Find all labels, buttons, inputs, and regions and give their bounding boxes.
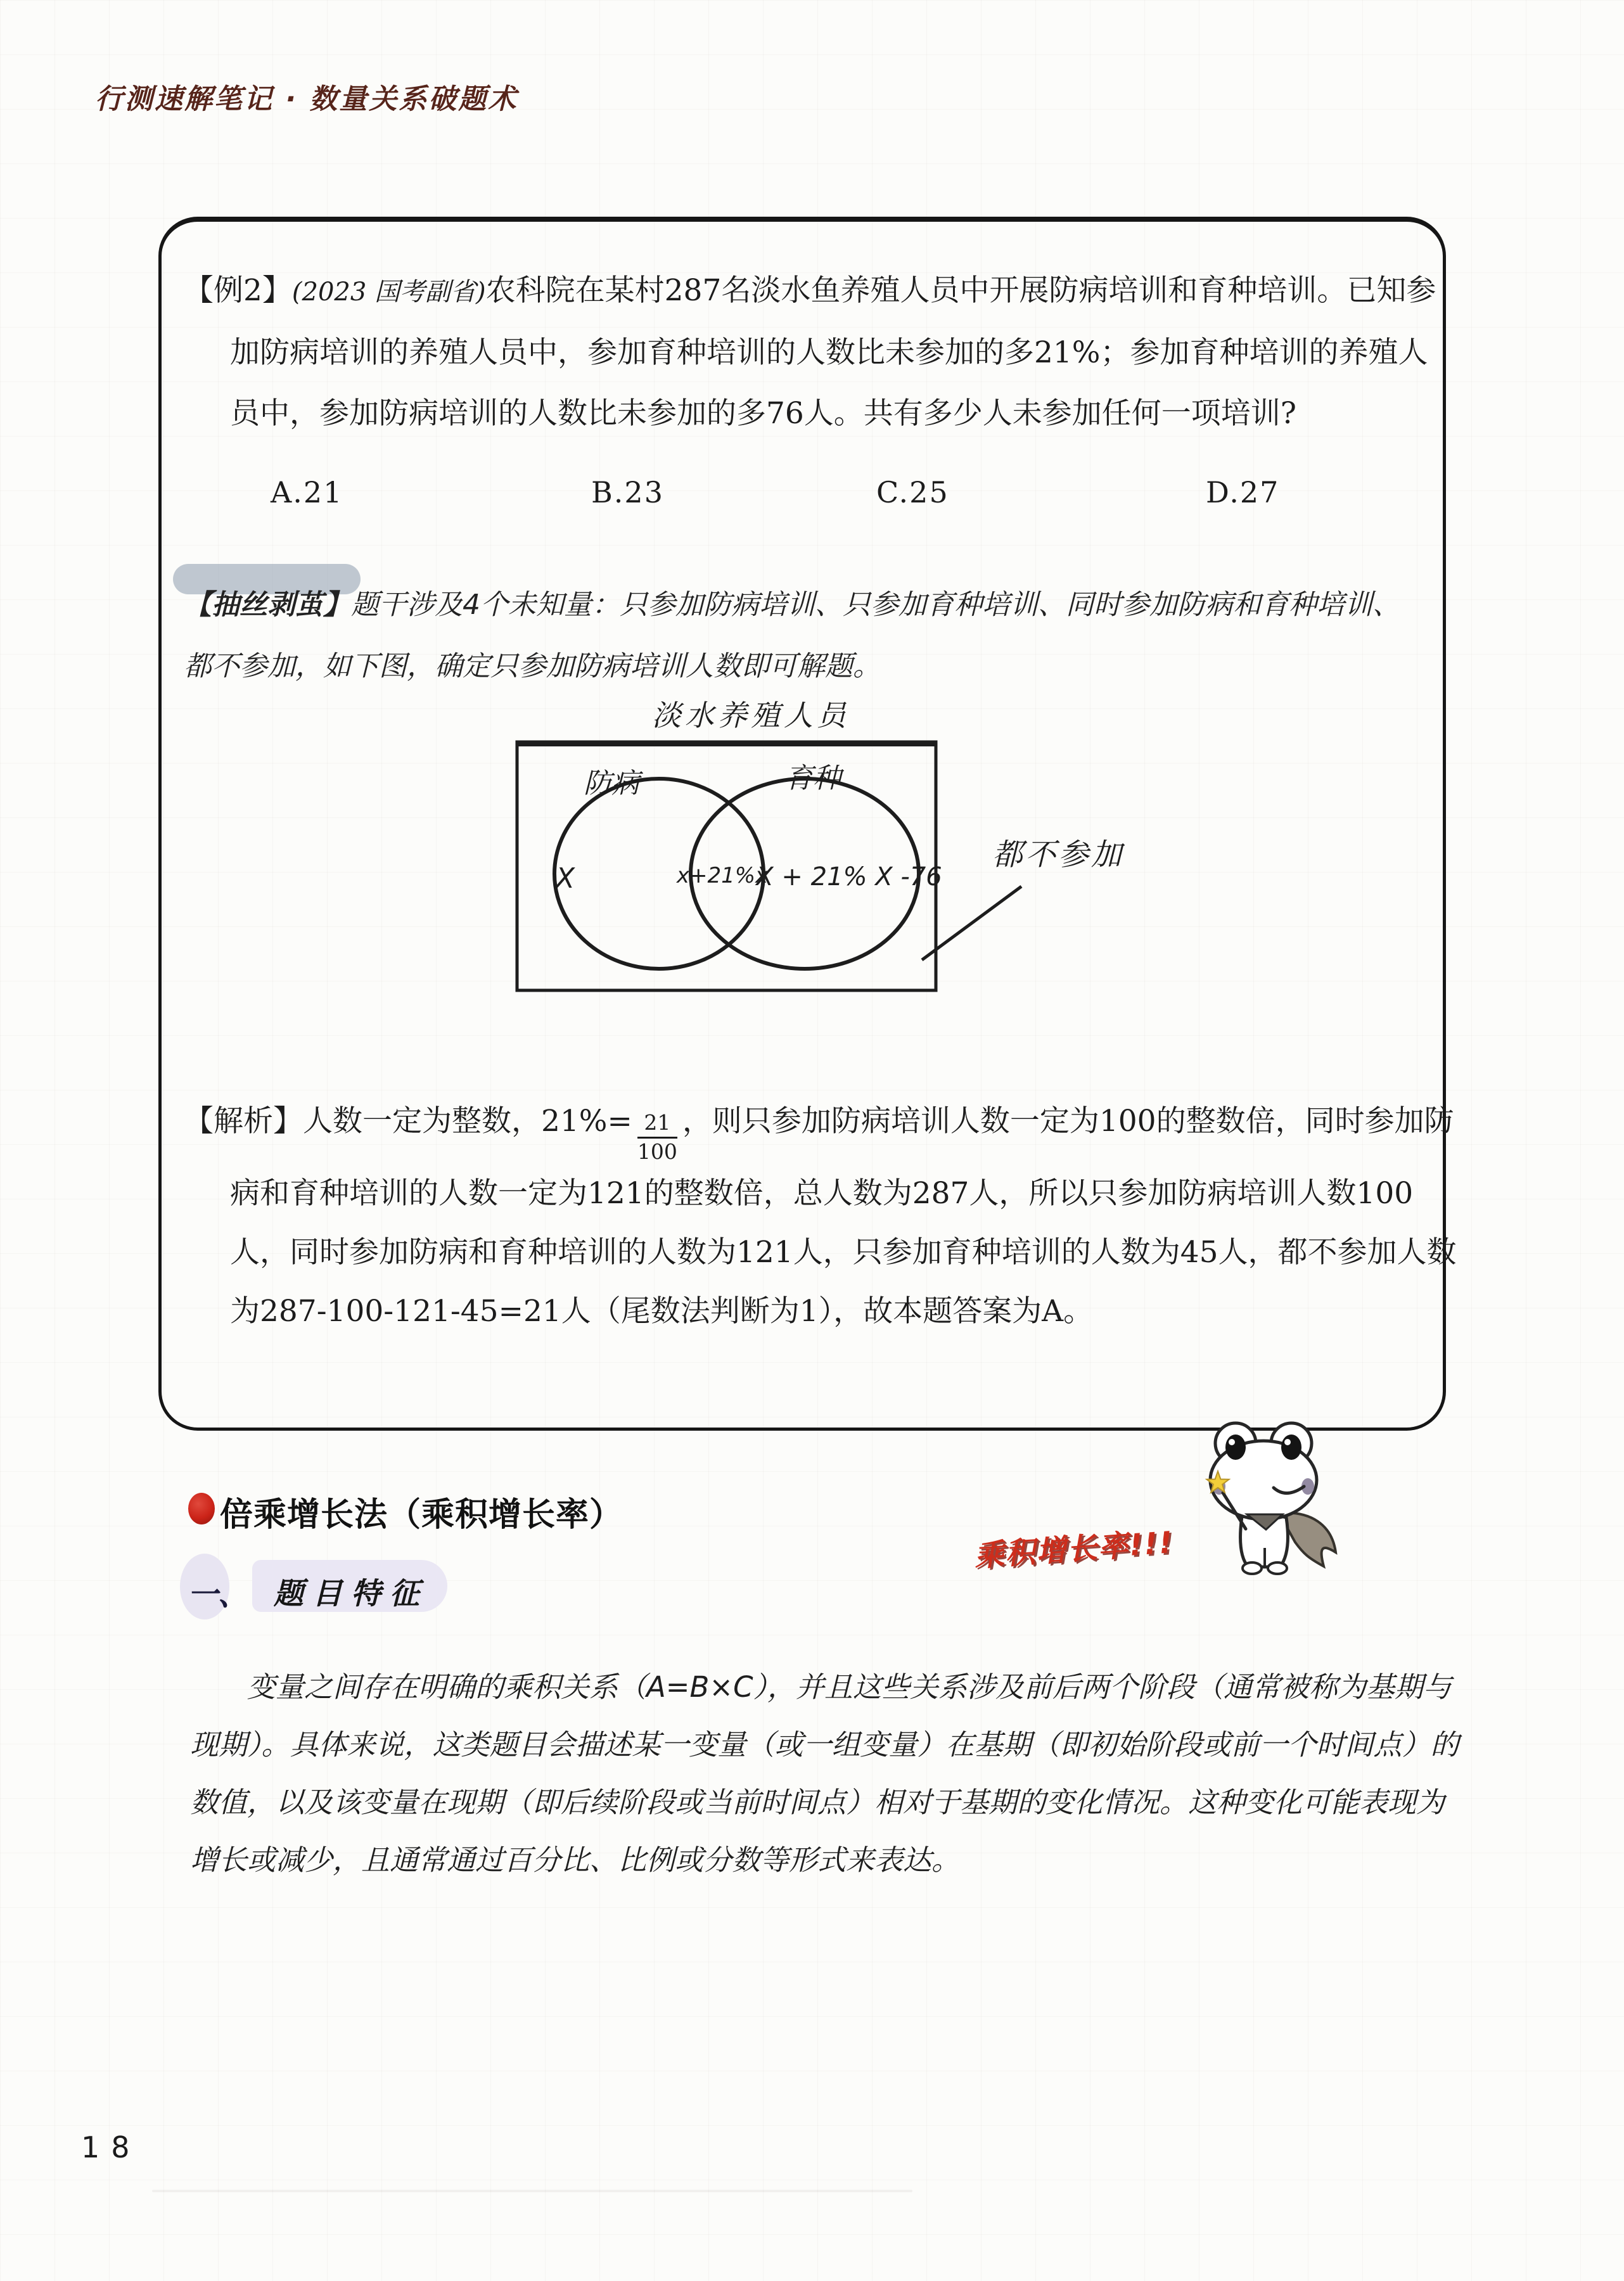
option-d: D.27	[1206, 475, 1280, 509]
option-a: A.21	[271, 475, 343, 509]
slogan-text: 乘积增长率!!!	[973, 1525, 1175, 1574]
analysis-label: 【抽丝剥茧】	[184, 589, 351, 621]
section-title: 倍乘增长法（乘积增长率）	[220, 1497, 623, 1533]
solution-paragraph	[184, 1092, 1462, 1341]
option-c: C.25	[876, 475, 949, 509]
section-bullet-icon	[188, 1493, 215, 1524]
solution-text-before: 人数一定为整数，21%=	[303, 1104, 632, 1139]
analysis-text: 题干涉及4个未知量：只参加防病培训、只参加育种培训、同时参加防病和育种培训、都不参加，如下图，确定只参加防病培训人数即可解题。	[184, 589, 1400, 682]
venn-left-only-value: X	[555, 862, 575, 895]
example-box	[158, 217, 1457, 1431]
solution-text-after: ，则只参加防病培训人数一定为100的整数倍，同时参加防病和育种培训的人数一定为121的整数倍，总人数为287人，所以只参加防病培训人数100人，同时参加防病和育种培训的人数为121人，只参加育种培训的人数为45人，都不参加人数为287-100-121-45=21人（尾数法判断为1），故本题答案为A。	[230, 1104, 1457, 1329]
frog-pupil-left	[1225, 1434, 1246, 1460]
example-label: 【例2】	[184, 273, 292, 308]
solution-label: 【解析】	[184, 1104, 303, 1139]
fraction-numerator: 21	[637, 1111, 677, 1139]
venn-title: 淡水养殖人员	[652, 698, 850, 732]
page-header: 行测速解笔记 · 数量关系破题术	[95, 83, 518, 115]
frog-eye-highlight-left	[1229, 1439, 1235, 1445]
question-text: 农科院在某村287名淡水鱼养殖人员中开展防病培训和育种培训。已知参加防病培训的养殖人员中，参加育种培训的人数比未参加的多21%；参加育种培训的养殖人员中，参加防病培训的人数比未参加的多76人。共有多少人未参加任何一项培训?	[230, 273, 1436, 431]
subsection-title: 题目特征	[274, 1576, 428, 1611]
page-number: 18	[81, 2130, 141, 2164]
section-body-paragraph: 变量之间存在明确的乘积关系（A=B×C），并且这些关系涉及前后两个阶段（通常被称为基期与现期）。具体来说，这类题目会描述某一变量（或一组变量）在基期（即初始阶段或前一个时间点）的数值，以及该变量在现期（即后续阶段或当前时间点）相对于基期的变化情况。这种变化可能表现为增长或减少，且通常通过百分比、比例或分数等形式来表达。	[190, 1670, 1459, 1877]
frog-foot-left	[1243, 1562, 1262, 1574]
frog-eye-highlight-right	[1284, 1439, 1291, 1445]
question-paragraph	[184, 260, 1456, 444]
subsection-index: 一、	[188, 1577, 249, 1613]
venn-overlap-value: x+21%x	[676, 863, 769, 888]
option-b: B.23	[591, 475, 664, 509]
frog-foot-right	[1268, 1562, 1287, 1574]
frog-pupil-right	[1281, 1434, 1301, 1460]
venn-right-set-label: 育种	[785, 762, 841, 795]
frog-mascot-icon	[1184, 1418, 1352, 1586]
example-source: (2023 国考副省)	[291, 278, 486, 307]
analysis-paragraph	[184, 574, 1416, 697]
venn-outside-label: 都不参加	[992, 837, 1125, 872]
venn-left-set-label: 防病	[584, 767, 639, 800]
fraction-21-100	[637, 1111, 677, 1164]
venn-diagram	[507, 686, 1191, 1009]
scan-artifact	[152, 2190, 912, 2192]
fraction-denominator: 100	[637, 1139, 677, 1164]
venn-right-only-value: X + 21% X -76	[756, 862, 942, 891]
